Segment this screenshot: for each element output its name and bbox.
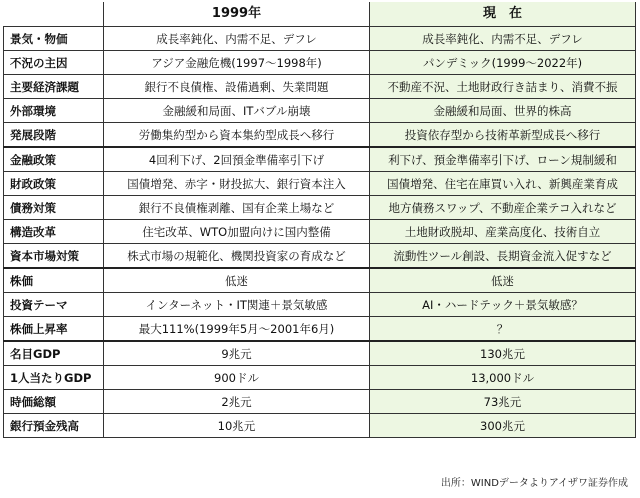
header-corner — [4, 2, 104, 27]
cell-1999: 金融緩和局面、ITバブル崩壊 — [104, 99, 370, 123]
cell-1999: 労働集約型から資本集約型成長へ移行 — [104, 123, 370, 148]
cell-1999: 最大111%(1999年5月～2001年6月) — [104, 317, 370, 342]
header-1999: 1999年 — [104, 2, 370, 27]
cell-now: 130兆元 — [370, 341, 636, 366]
table-row — [4, 414, 636, 438]
table-row — [4, 268, 636, 293]
table-row — [4, 293, 636, 317]
table-row — [4, 366, 636, 390]
cell-1999: インターネット・IT関連＋景気敏感 — [104, 293, 370, 317]
cell-1999: 成長率鈍化、内需不足、デフレ — [104, 27, 370, 51]
row-label: 投資テーマ — [4, 293, 104, 317]
cell-now: 利下げ、預金準備率引下げ、ローン規制緩和 — [370, 147, 636, 172]
cell-now: 73兆元 — [370, 390, 636, 414]
cell-1999: 銀行不良債権剥離、国有企業上場など — [104, 196, 370, 220]
table-row — [4, 317, 636, 342]
row-label: 時価総額 — [4, 390, 104, 414]
table-row — [4, 196, 636, 220]
row-label: 外部環境 — [4, 99, 104, 123]
row-label: 景気・物価 — [4, 27, 104, 51]
table-row — [4, 220, 636, 244]
row-label: 金融政策 — [4, 147, 104, 172]
cell-1999: 2兆元 — [104, 390, 370, 414]
row-label: 資本市場対策 — [4, 244, 104, 269]
table-row — [4, 172, 636, 196]
table-row — [4, 147, 636, 172]
cell-1999: 住宅改革、WTO加盟向けに国内整備 — [104, 220, 370, 244]
cell-1999: 10兆元 — [104, 414, 370, 438]
table-row — [4, 27, 636, 51]
cell-now: 国債増発、住宅在庫買い入れ、新興産業育成 — [370, 172, 636, 196]
row-label: 名目GDP — [4, 341, 104, 366]
cell-now: 地方債務スワップ、不動産企業テコ入れなど — [370, 196, 636, 220]
cell-now: 流動性ツール創設、長期資金流入促すなど — [370, 244, 636, 269]
row-label: 財政政策 — [4, 172, 104, 196]
cell-1999: 低迷 — [104, 268, 370, 293]
cell-now: 投資依存型から技術革新型成長へ移行 — [370, 123, 636, 148]
cell-now: 300兆元 — [370, 414, 636, 438]
cell-now: AI・ハードテック＋景気敏感？ — [370, 293, 636, 317]
cell-now: 13,000ドル — [370, 366, 636, 390]
cell-now: 低迷 — [370, 268, 636, 293]
table-row — [4, 244, 636, 269]
comparison-table — [3, 2, 636, 438]
row-label: 銀行預金残高 — [4, 414, 104, 438]
row-label: 構造改革 — [4, 220, 104, 244]
table-row — [4, 51, 636, 75]
cell-1999: 株式市場の規範化、機関投資家の育成など — [104, 244, 370, 269]
row-label: 主要経済課題 — [4, 75, 104, 99]
header-row — [4, 2, 636, 27]
cell-1999: 900ドル — [104, 366, 370, 390]
row-label: 株価 — [4, 268, 104, 293]
row-label: 株価上昇率 — [4, 317, 104, 342]
cell-1999: アジア金融危機(1997～1998年) — [104, 51, 370, 75]
row-label: 不況の主因 — [4, 51, 104, 75]
cell-now: ？ — [370, 317, 636, 342]
cell-now: 不動産不況、土地財政行き詰まり、消費不振 — [370, 75, 636, 99]
cell-1999: 4回利下げ、2回預金準備率引下げ — [104, 147, 370, 172]
cell-now: 金融緩和局面、世界的株高 — [370, 99, 636, 123]
table-row — [4, 341, 636, 366]
cell-now: 成長率鈍化、内需不足、デフレ — [370, 27, 636, 51]
row-label: 債務対策 — [4, 196, 104, 220]
table-row — [4, 390, 636, 414]
cell-now: 土地財政脱却、産業高度化、技術自立 — [370, 220, 636, 244]
header-now: 現 在 — [370, 2, 636, 27]
row-label: 発展段階 — [4, 123, 104, 148]
cell-1999: 銀行不良債権、設備過剰、失業問題 — [104, 75, 370, 99]
table-row — [4, 75, 636, 99]
row-label: 1人当たりGDP — [4, 366, 104, 390]
cell-1999: 国債増発、赤字・財投拡大、銀行資本注入 — [104, 172, 370, 196]
table-row — [4, 123, 636, 148]
table-row — [4, 99, 636, 123]
source-note: 出所：WINDデータよりアイザワ証券作成 — [440, 478, 628, 489]
cell-1999: 9兆元 — [104, 341, 370, 366]
cell-now: パンデミック(1999～2022年) — [370, 51, 636, 75]
